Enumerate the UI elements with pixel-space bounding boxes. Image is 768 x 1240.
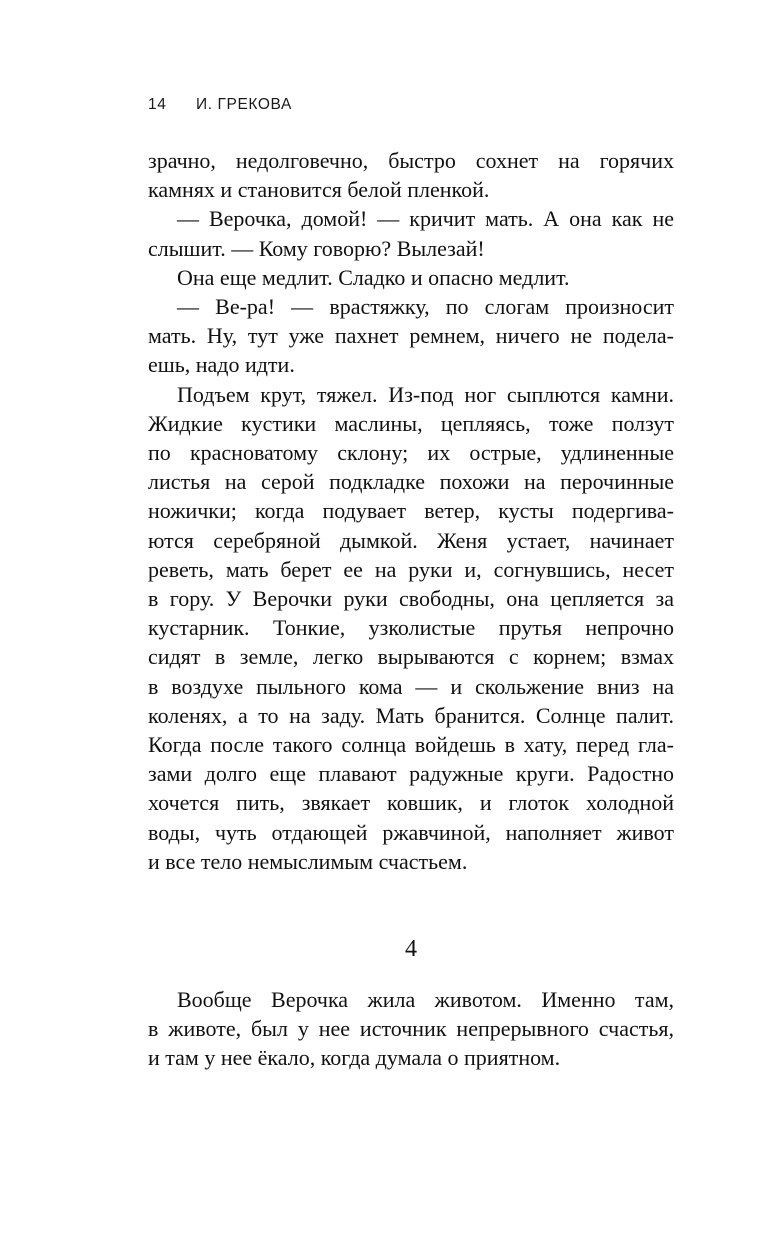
text-line: ешь, надо идти.	[148, 352, 295, 378]
text-line: — Ве-ра! — врастяжку, по слогам произносит	[177, 294, 674, 320]
text-line: — Верочка, домой! — кричит мать. А она как не	[177, 206, 674, 232]
text-line: по красноватому склону; их острые, удлиненные	[148, 440, 674, 466]
text-line: Подъем крут, тяжел. Из-под ног сыплются камни.	[177, 381, 674, 407]
page-number: 14	[148, 96, 167, 113]
text-line: Вообще Верочка жила животом. Именно там,	[177, 987, 674, 1012]
text-line: зрачно, недолговечно, быстро сохнет на горячих	[148, 148, 674, 173]
author-name: И. ГРЕКОВА	[196, 96, 292, 113]
text-line: воды, чуть отдающей ржавчиной, наполняет живот	[148, 819, 674, 845]
text-line: кустарник. Тонкие, узколистые прутья непрочно	[148, 615, 674, 641]
text-line: мать. Ну, тут уже пахнет ремнем, ничего не подела-	[148, 323, 674, 349]
text-line: ножички; когда подувает ветер, кусты подергива-	[148, 498, 674, 524]
text-line: в животе, был у нее источник непрерывного счастья,	[148, 1016, 674, 1042]
text-line: камнях и становится белой пленкой.	[148, 177, 490, 203]
text-line: и там у нее ёкало, когда думала о приятном.	[148, 1045, 561, 1071]
text-line: реветь, мать берет ее на руки и, согнувшись, несет	[148, 556, 674, 582]
text-line: коленях, а то на заду. Мать бранится. Солнце палит.	[148, 702, 674, 728]
text-line: зами долго еще плавают радужные круги. Радостно	[148, 761, 674, 787]
chapter-number: 4	[405, 936, 417, 962]
running-head	[148, 96, 292, 114]
text-line: в гору. У Верочки руки свободны, она цепляется за	[148, 586, 674, 612]
body-text-section-1	[148, 146, 674, 876]
text-line: листья на серой подкладке похожи на перочинные	[148, 469, 674, 495]
text-line: сидят в земле, легко вырываются с корнем; взмах	[148, 644, 674, 670]
text-line: хочется пить, звякает ковшик, и глоток холодной	[148, 790, 674, 816]
text-line: ются серебряной дымкой. Женя устает, начинает	[148, 527, 674, 553]
text-line: Когда после такого солнца войдешь в хату, перед гла-	[148, 732, 674, 758]
text-line: и все тело немыслимым счастьем.	[148, 848, 468, 874]
text-line: в воздухе пыльного кома — и скольжение вниз на	[148, 673, 674, 699]
text-line: слышит. — Кому говорю? Вылезай!	[148, 235, 485, 261]
text-line: Она еще медлит. Сладко и опасно медлит.	[177, 264, 570, 290]
text-line: Жидкие кустики маслины, цепляясь, тоже ползут	[148, 410, 674, 436]
body-text-section-2	[148, 985, 674, 1073]
